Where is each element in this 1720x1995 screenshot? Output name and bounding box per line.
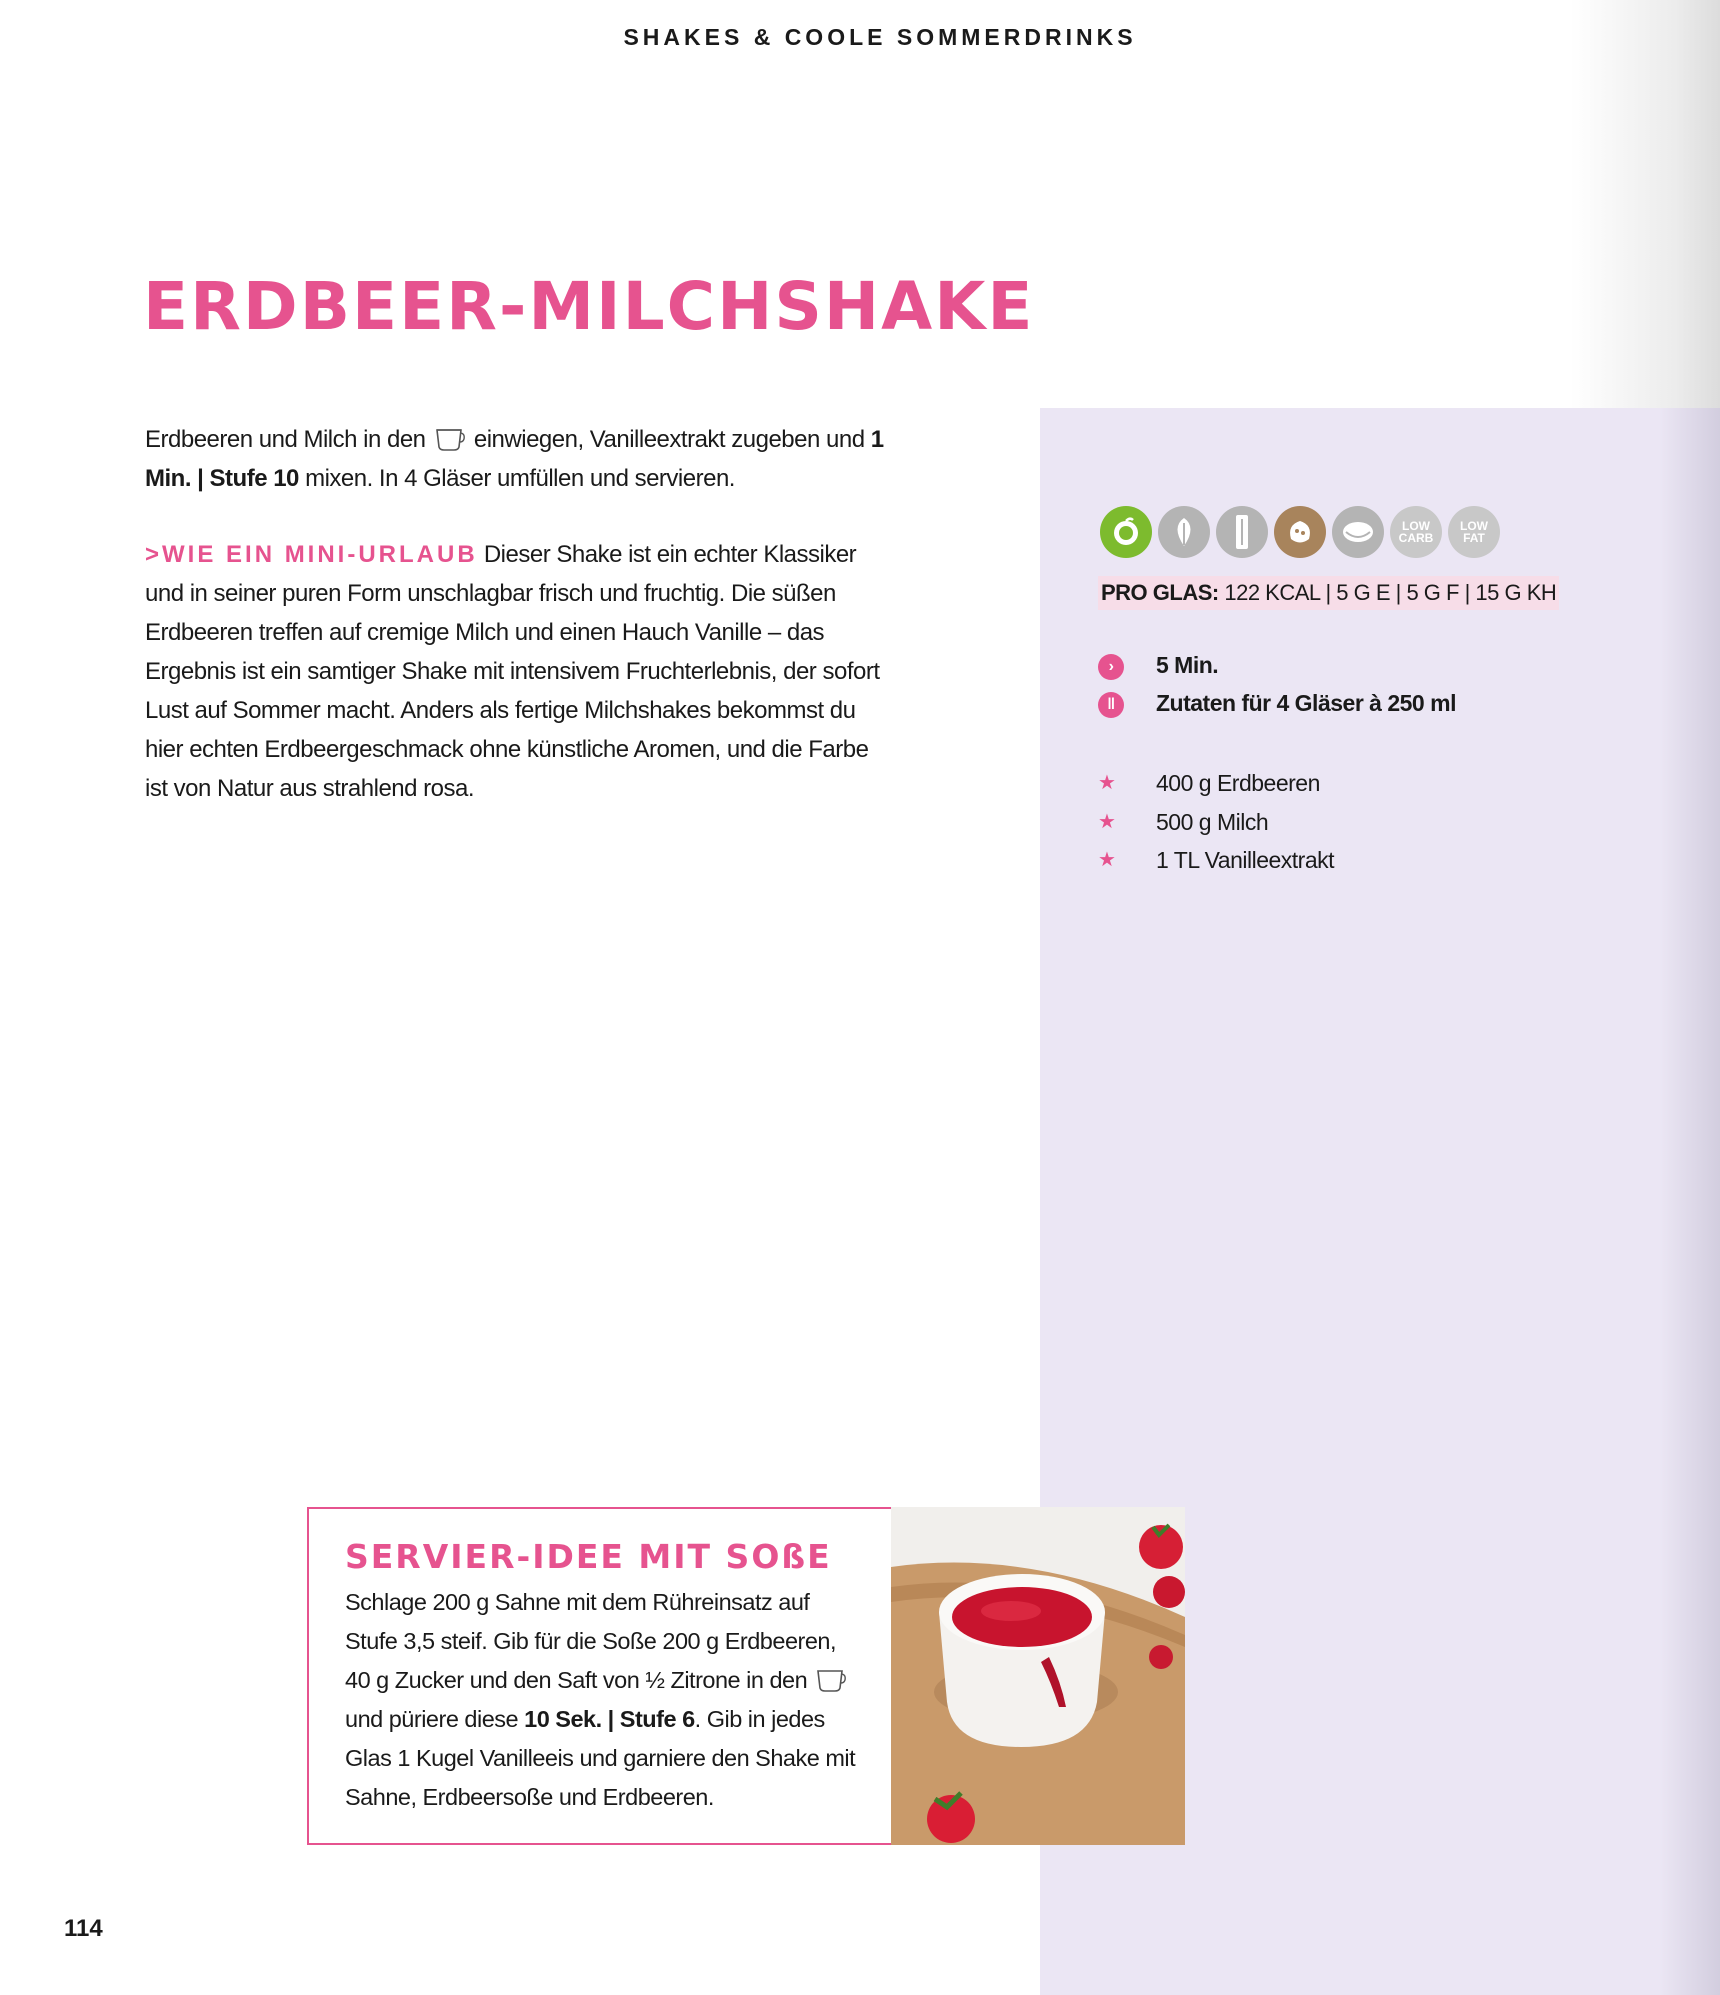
running-head: SHAKES & COOLE SOMMERDRINKS xyxy=(623,24,1137,50)
low-carb-icon: LOW CARB xyxy=(1390,506,1442,558)
strawberry-sauce-photo xyxy=(891,1507,1185,1845)
instructions-paragraph xyxy=(145,420,885,498)
page-number: 114 xyxy=(64,1915,103,1942)
prep-time: 5 Min. xyxy=(1156,652,1219,678)
tip-title: SERVIER-IDEE MIT SOßE xyxy=(345,1537,832,1576)
story-lead: >WIE EIN MINI-URLAUB xyxy=(145,541,478,568)
gluten-free-icon xyxy=(1216,506,1268,558)
servings: Zutaten für 4 Gläser à 250 ml xyxy=(1156,690,1456,716)
tip-text: Schlage 200 g Sahne mit dem Rühreinsatz auf Stufe 3,5 steif. Gib für die Soße 200 g Erdbeeren, 40 g Zucker und den Saft von ½ Zitrone in den und püriere diese 10 Sek. | Stufe 6. Gib in jedes Glas 1 Kugel Vanilleeis und garniere den Shake mit Sahne, Erdbeersoße und Erdbeeren. xyxy=(345,1589,856,1810)
nutrition-label: PRO GLAS: xyxy=(1101,580,1219,605)
clock-icon: › xyxy=(1098,654,1124,680)
star-bullet-icon: ★ xyxy=(1098,772,1116,794)
instructions-part-4: mixen. In 4 Gläser umfüllen und servieren. xyxy=(305,465,735,492)
vegetarian-icon xyxy=(1100,506,1152,558)
lactose-icon xyxy=(1332,506,1384,558)
instructions-part-3: und xyxy=(826,426,865,453)
nutrition-info xyxy=(1098,576,1559,610)
instructions-part-1: Erdbeeren und Milch in den xyxy=(145,426,426,453)
mixing-bowl-icon xyxy=(815,1668,847,1692)
serving-tip-box xyxy=(307,1507,895,1845)
star-bullet-icon: ★ xyxy=(1098,811,1116,833)
instructions-setting: 1 Min. | Stufe 10 xyxy=(145,426,884,492)
vegan-icon xyxy=(1158,506,1210,558)
page-gutter-shadow xyxy=(1570,0,1720,408)
star-bullet-icon: ★ xyxy=(1098,849,1116,871)
mixing-bowl-icon xyxy=(434,427,466,451)
cutlery-icon: ǁ xyxy=(1098,692,1124,718)
recipe-title: ERDBEER-MILCHSHAKE xyxy=(143,268,1035,345)
recipe-text xyxy=(145,420,885,808)
story-paragraph xyxy=(145,535,885,808)
page-edge-shadow xyxy=(1660,408,1720,1995)
instructions-part-2: einwiegen, Vanilleextrakt zugeben xyxy=(473,426,820,453)
tip-setting: 10 Sek. | Stufe 6 xyxy=(524,1706,695,1732)
story-text: Dieser Shake ist ein echter Klassiker und in seiner puren Form unschlagbar frisch und fruchtig. Die süßen Erdbeeren treffen auf cremige Milch und einen Hauch Vanille – das Ergebnis ist ein samtiger Shake mit intensivem Fruchterlebnis, der sofort Lust auf Sommer macht. Anders als fertige Milchshakes bekommst du hier echten Erdbeergeschmack ohne künstliche Aromen, und die Farbe ist von Natur aus strahlend rosa. xyxy=(145,541,880,802)
low-fat-icon: LOW FAT xyxy=(1448,506,1500,558)
nut-icon xyxy=(1274,506,1326,558)
nutrition-values: 122 KCAL | 5 G E | 5 G F | 15 G KH xyxy=(1224,580,1557,605)
